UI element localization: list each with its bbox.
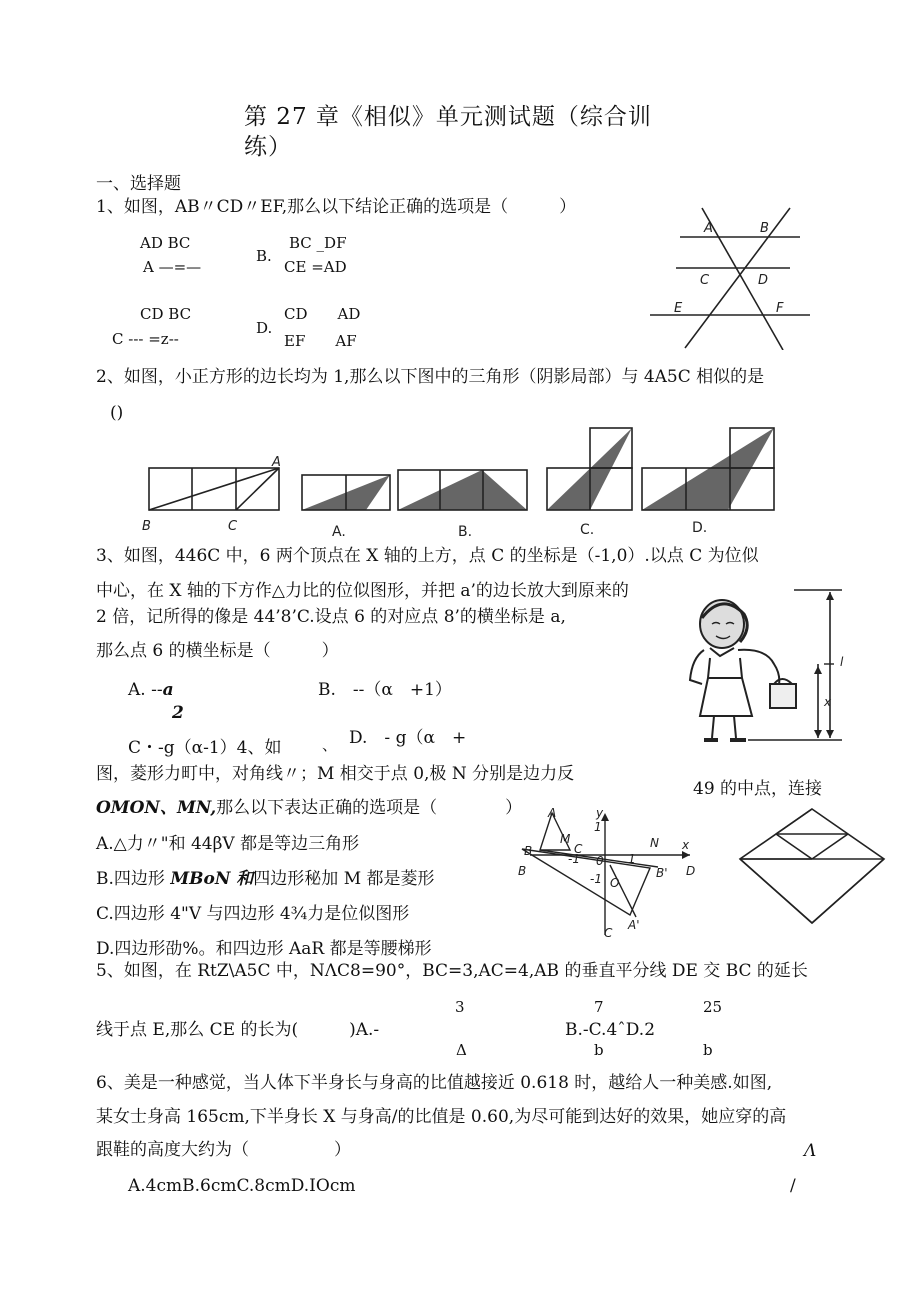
q3-option-a <box>128 682 174 699</box>
q5-denominator-1: Δ <box>456 1041 467 1059</box>
q3-fig-label-m: M <box>560 832 571 846</box>
q3-option-b: B. --（α +1） <box>318 680 452 700</box>
q3-line-4: 那么点 6 的横坐标是（ ） <box>96 641 339 661</box>
q5-line-1: 5、如图，在 RtZ\A5C 中，NΛC8=90°，BC=3,AC=4,AB 的垂直平分线 DE 交 BC 的延长 <box>96 961 808 981</box>
transversal-1 <box>702 208 783 350</box>
q4-option-b-prefix: B.四边形 <box>96 869 171 889</box>
q1-fig-label-d: D <box>758 273 769 288</box>
q2-option-a-figure <box>302 475 390 510</box>
page-title: 第 27 章《相似》单元测试题（综合训 <box>244 104 652 130</box>
q1-stem: 1、如图，AB〃CD〃EF,那么以下结论正确的选项是（ ） <box>96 197 577 217</box>
q1-option-c-bottom: C --- =z-- <box>112 330 179 348</box>
q1-fig-label-c: C <box>700 273 710 288</box>
section-heading: 一、选择题 <box>96 174 181 194</box>
q1-fig-label-e: E <box>674 301 683 316</box>
q4-line-1: 图，菱形力町中，对角线〃；M 相交于点 0,极 N 分别是边力反 <box>96 764 575 784</box>
q4-option-a: A.△力〃"和 44βV 都是等边三角形 <box>96 834 360 854</box>
q1-option-a-bottom: A —=— <box>143 258 202 276</box>
q2-answer-paren: () <box>110 403 124 423</box>
q3-coordinate-figure <box>510 805 730 940</box>
q6-options-right-mark: / <box>790 1176 796 1196</box>
q2-option-b-figure <box>398 470 527 510</box>
q6-line-2: 某女士身高 165cm,下半身长 X 与身高/的比值是 0.60,为尽可能到达好的效果，她应穿的高 <box>96 1107 787 1127</box>
q6-woman-figure <box>682 588 862 748</box>
q4-option-b-emphasis: MBoN 和 <box>170 869 254 889</box>
q2-figures <box>140 420 780 545</box>
q3-option-a-var: a <box>162 680 174 700</box>
q1-option-d-letter: D. <box>256 319 273 337</box>
q1-option-b-letter: B. <box>256 247 272 265</box>
q2-option-d-figure <box>642 428 774 510</box>
q5-numerator-2: 7 <box>594 998 604 1016</box>
q4-line-2-text: 那么以下表达正确的选项是（ ） <box>216 798 523 818</box>
q2-option-c-label: C. <box>580 522 595 538</box>
q3-fig-label-n: N <box>650 836 659 850</box>
q5-numerator-1: 3 <box>455 998 465 1016</box>
q3-fig-label-c: C <box>574 842 583 856</box>
q6-fig-label-x: x <box>824 695 832 709</box>
q1-option-d-top: CD AD <box>284 305 361 323</box>
q3-fig-label-b2: B <box>518 864 527 878</box>
q5-line-2-options: B.-C.4ˆD.2 <box>565 1020 656 1040</box>
q4-rhombus-figure <box>736 805 888 930</box>
q5-denominator-3: b <box>703 1041 713 1059</box>
q3-fig-label-d: D <box>686 864 696 878</box>
q3-fig-label-x: x <box>682 838 690 852</box>
q1-fig-label-f: F <box>776 301 784 316</box>
q4-option-b <box>96 871 435 888</box>
q1-option-b-bottom: CE =AD <box>284 258 347 276</box>
q1-fig-label-b: B <box>760 221 769 236</box>
q2-fig-label-c: C <box>228 519 238 534</box>
q3-option-a-denominator: 2 <box>172 703 184 723</box>
q6-line-3-right-mark: Λ <box>804 1141 817 1161</box>
q5-numerator-3: 25 <box>703 998 723 1016</box>
q2-option-a-label: A. <box>332 524 346 540</box>
q5-denominator-2: b <box>594 1041 604 1059</box>
q3-option-a-text: A. -- <box>128 680 163 700</box>
q1-fig-label-a: A <box>704 221 713 236</box>
q3-line-1: 3、如图，446C 中，6 两个顶点在 X 轴的上方，点 C 的坐标是（-1,0）.以点 C 为位似 <box>96 546 759 566</box>
q6-line-3: 跟鞋的高度大约为（ ） <box>96 1140 351 1160</box>
q4-option-b-suffix: 四边形秘加 M 都是菱形 <box>253 869 435 889</box>
rhombus-abcd <box>740 809 884 923</box>
q3-fig-label-minus1: -1 <box>568 852 580 866</box>
q4-line-2-emphasis: OMON、MN, <box>96 798 217 818</box>
q6-line-1: 6、美是一种感觉，当人体下半身长与身高的比值越接近 0.618 时，越给人一种美感.如图, <box>96 1073 773 1093</box>
q3-fig-label-aprime: A' <box>628 918 640 932</box>
q3-fig-label-y: y <box>596 806 604 820</box>
q4-line-2 <box>96 800 522 817</box>
q3-fig-label-a: A <box>548 806 557 820</box>
q3-fig-label-bprime: B' <box>656 866 668 880</box>
q3-fig-label-o: O <box>610 876 620 890</box>
q3-fig-label-1x: 1 <box>628 852 636 866</box>
q4-line-1-right: 49 的中点，连接 <box>693 779 823 799</box>
q5-line-2: 线于点 E,那么 CE 的长为( )A.- <box>96 1020 380 1040</box>
q2-stem: 2、如图，小正方形的边长均为 1,那么以下图中的三角形（阴影局部）与 4A5C 相似的是 <box>96 367 765 387</box>
q2-fig-label-a: A <box>272 455 281 470</box>
q3-fig-label-minus1b: -1 <box>590 872 602 886</box>
q6-fig-label-l: l <box>840 655 844 669</box>
q3-option-c-mark: 、 <box>322 736 338 754</box>
q3-line-3: 2 倍，记所得的像是 44’8’C.设点 6 的对应点 8’的横坐标是 a, <box>96 607 566 627</box>
q4-option-c: C.四边形 4"V 与四边形 4¾力是位似图形 <box>96 904 410 924</box>
q2-option-b-label: B. <box>458 524 473 540</box>
q2-option-d-label: D. <box>692 520 708 536</box>
q1-option-a-top: AD BC <box>140 234 191 252</box>
q3-fig-label-1y: 1 <box>594 820 602 834</box>
q3-option-c: C・-g（α-1）4、如 <box>128 738 282 758</box>
q3-option-d: D. - g（α + <box>349 728 467 748</box>
q3-line-2: 中心，在 X 轴的下方作△力比的位似图形，并把 a’的边长放大到原来的 <box>96 581 629 601</box>
q3-fig-label-c2: C <box>604 926 613 940</box>
q1-option-c-top: CD BC <box>140 305 192 323</box>
q4-option-d: D.四边形劭%。和四边形 AaR 都是等腰梯形 <box>96 939 432 959</box>
q2-fig-label-b: B <box>142 519 151 534</box>
q6-options: A.4cmB.6cmC.8cmD.IOcm <box>128 1176 356 1196</box>
q2-option-c-figure <box>547 428 632 510</box>
q3-fig-label-b: B <box>524 844 533 858</box>
page-title-continued: 练） <box>244 134 292 160</box>
q1-parallel-lines-figure <box>640 200 820 350</box>
q1-option-d-bottom: EF AF <box>284 332 357 350</box>
q3-fig-label-0: 0 <box>596 854 604 868</box>
q1-option-b-top: BC _DF <box>289 234 347 252</box>
